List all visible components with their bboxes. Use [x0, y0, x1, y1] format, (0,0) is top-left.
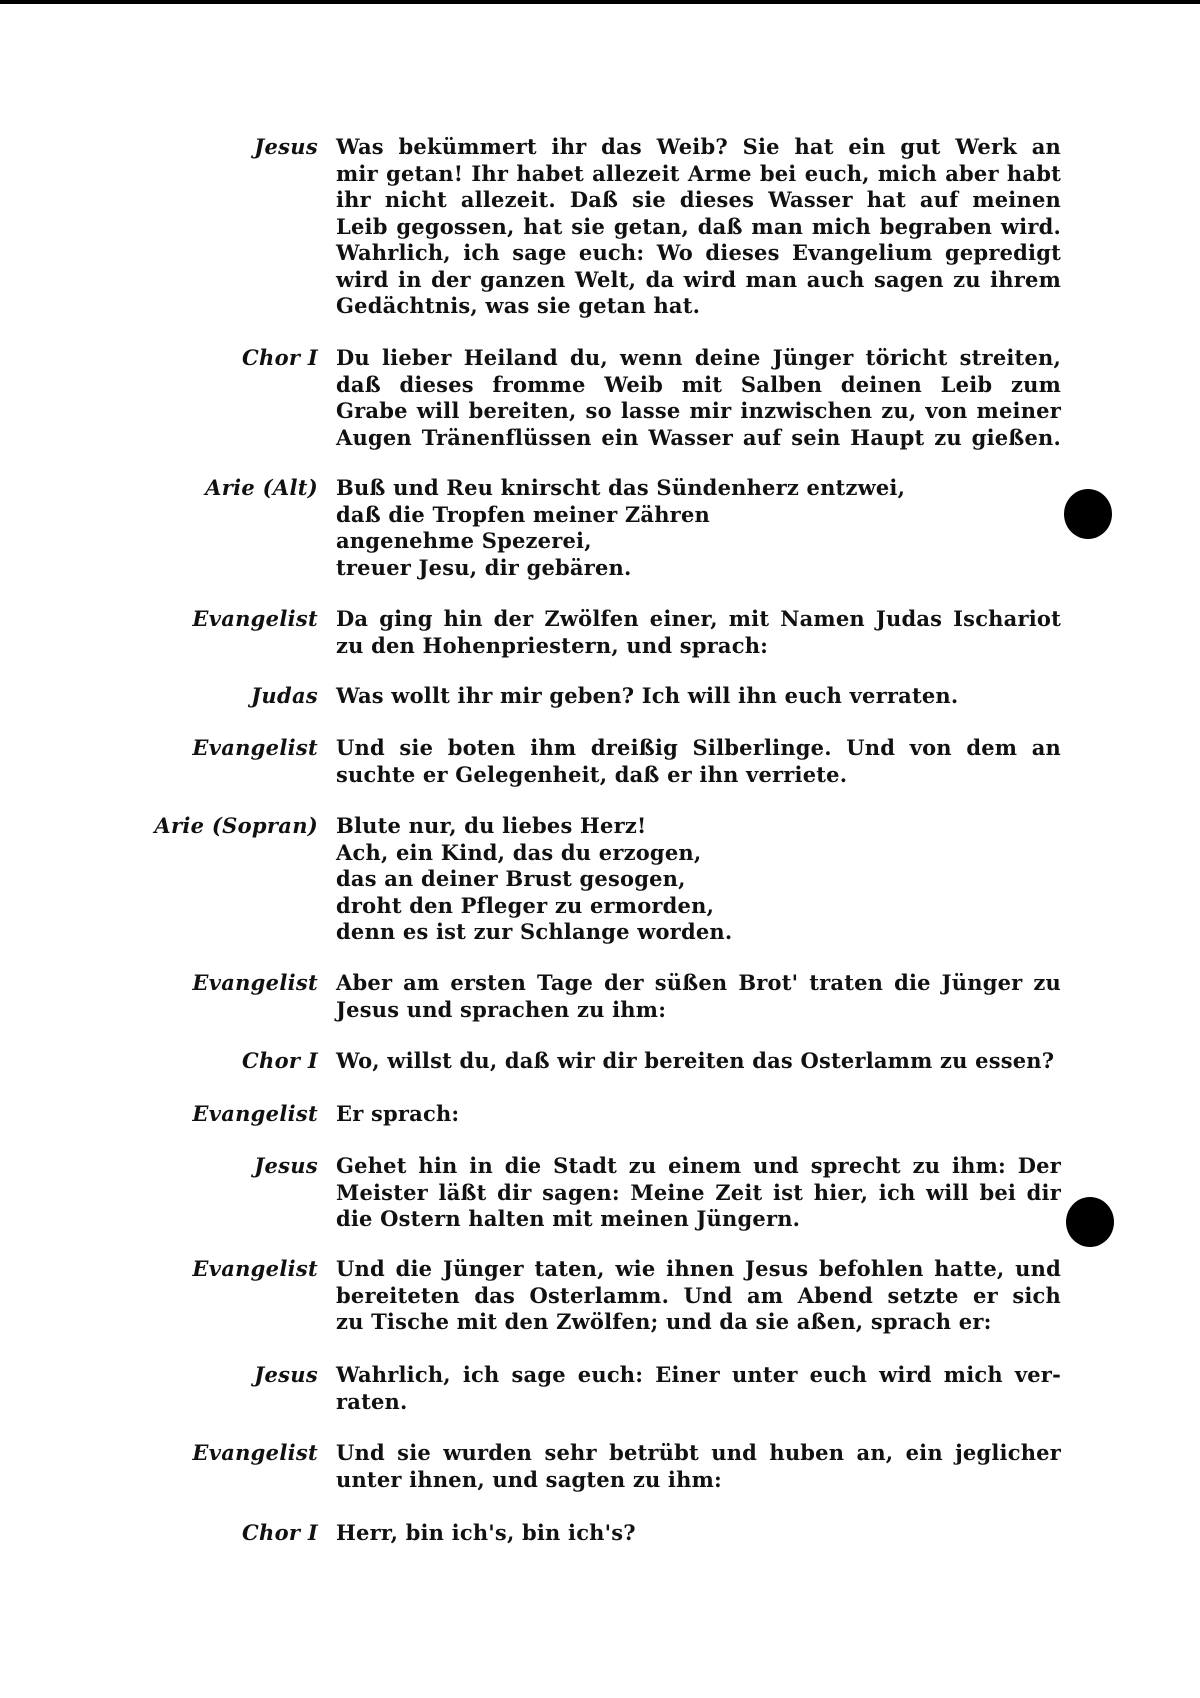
speaker-label: Jesus	[254, 134, 318, 159]
speaker-label: Chor I	[242, 1048, 318, 1073]
text-line: das an deiner Brust gesogen,	[336, 866, 686, 891]
speaker-label: Evangelist	[192, 1256, 318, 1281]
text-line: Blute nur, du liebes Herz!	[336, 813, 647, 838]
speaker-label: Jesus	[254, 1153, 318, 1178]
text-line: Jesus und sprachen zu ihm:	[336, 996, 667, 1022]
text-line: zu Tische mit den Zwölfen; und da sie aßen, sprach er:	[336, 1309, 992, 1334]
punch-hole	[1064, 489, 1112, 539]
text-line: Grabe will bereiten, so lasse mir inzwischen zu, von meiner	[336, 398, 1061, 423]
text-line: Da ging hin der Zwölfen einer, mit Namen Judas Ischariot	[336, 606, 1061, 631]
text-line: suchte er Gelegenheit, daß er ihn verriete.	[336, 761, 848, 787]
text-line: bereiteten das Osterlamm. Und am Abend setzte er sich	[336, 1282, 1061, 1308]
speaker-label: Evangelist	[192, 606, 318, 631]
text-line: Gehet hin in die Stadt zu einem und sprecht zu ihm: Der	[336, 1153, 1061, 1178]
text-line: Wahrlich, ich sage euch: Wo dieses Evangelium gepredigt	[336, 240, 1061, 265]
text-line: Was bekümmert ihr das Weib? Sie hat ein gut Werk an	[336, 134, 1061, 159]
text-line: daß dieses fromme Weib mit Salben deinen Leib zum	[336, 371, 1061, 397]
text-line: Herr, bin ich's, bin ich's?	[336, 1520, 636, 1545]
entry-text	[336, 683, 1061, 710]
entry-text	[336, 1520, 1061, 1547]
speaker-label: Jesus	[254, 1362, 318, 1387]
speaker-label: Arie (Alt)	[205, 475, 318, 500]
speaker-label: Evangelist	[192, 1101, 318, 1126]
text-line: Ach, ein Kind, das du erzogen,	[336, 839, 702, 865]
text-line: Er sprach:	[336, 1101, 460, 1126]
text-line: Wahrlich, ich sage euch: Einer unter euch wird mich ver-	[336, 1362, 1061, 1387]
entry-text	[336, 735, 1061, 788]
text-line: Was wollt ihr mir geben? Ich will ihn euch verraten.	[336, 683, 959, 708]
text-line: wird in der ganzen Welt, da wird man auch sagen zu ihrem	[336, 266, 1061, 292]
punch-hole	[1066, 1197, 1114, 1247]
text-line: unter ihnen, und sagten zu ihm:	[336, 1466, 722, 1492]
entry-text	[336, 475, 1061, 581]
speaker-label: Arie (Sopran)	[154, 813, 318, 838]
text-line: mir getan! Ihr habet allezeit Arme bei euch, mich aber habt	[336, 160, 1061, 186]
text-line: angenehme Spezerei,	[336, 528, 592, 553]
text-line: Buß und Reu knirscht das Sündenherz entzwei,	[336, 475, 906, 500]
speaker-label: Evangelist	[192, 1440, 318, 1465]
text-line: Und sie boten ihm dreißig Silberlinge. Und von dem an	[336, 735, 1061, 760]
speaker-label: Judas	[251, 683, 318, 708]
text-line: treuer Jesu, dir gebären.	[336, 554, 632, 580]
text-line: daß die Tropfen meiner Zähren	[336, 501, 710, 527]
text-line: Du lieber Heiland du, wenn deine Jünger töricht streiten,	[336, 345, 1061, 370]
entry-text	[336, 1153, 1061, 1233]
text-line: Und die Jünger taten, wie ihnen Jesus befohlen hatte, und	[336, 1256, 1061, 1281]
entry-text	[336, 970, 1061, 1023]
entry-text	[336, 1048, 1061, 1075]
text-line: Gedächtnis, was sie getan hat.	[336, 293, 701, 318]
text-line: denn es ist zur Schlange worden.	[336, 919, 733, 944]
speaker-label: Evangelist	[192, 970, 318, 995]
speaker-label: Chor I	[242, 1520, 318, 1545]
text-line: raten.	[336, 1388, 408, 1414]
entry-text	[336, 813, 1061, 946]
entry-text	[336, 1256, 1061, 1336]
entry-text	[336, 606, 1061, 659]
entry-text	[336, 134, 1061, 320]
entry-text	[336, 345, 1061, 451]
entry-text	[336, 1440, 1061, 1493]
text-line: droht den Pfleger zu ermorden,	[336, 892, 715, 918]
entry-text	[336, 1362, 1061, 1415]
text-line: Und sie wurden sehr betrübt und huben an, ein jeglicher	[336, 1440, 1061, 1465]
text-line: Leib gegossen, hat sie getan, daß man mich begraben wird.	[336, 213, 1061, 239]
text-line: Augen Tränenflüssen ein Wasser auf sein Haupt zu gießen.	[336, 424, 1061, 450]
text-line: zu den Hohenpriestern, und sprach:	[336, 632, 769, 658]
speaker-label: Evangelist	[192, 735, 318, 760]
entry-text	[336, 1101, 1061, 1128]
text-line: Meister läßt dir sagen: Meine Zeit ist hier, ich will bei dir	[336, 1179, 1061, 1205]
speaker-label: Chor I	[242, 345, 318, 370]
text-line: Aber am ersten Tage der süßen Brot' traten die Jünger zu	[336, 970, 1061, 995]
text-line: die Ostern halten mit meinen Jüngern.	[336, 1206, 801, 1231]
text-line: ihr nicht allezeit. Daß sie dieses Wasser hat auf meinen	[336, 187, 1061, 212]
text-line: Wo, willst du, daß wir dir bereiten das Osterlamm zu essen?	[336, 1048, 1055, 1073]
